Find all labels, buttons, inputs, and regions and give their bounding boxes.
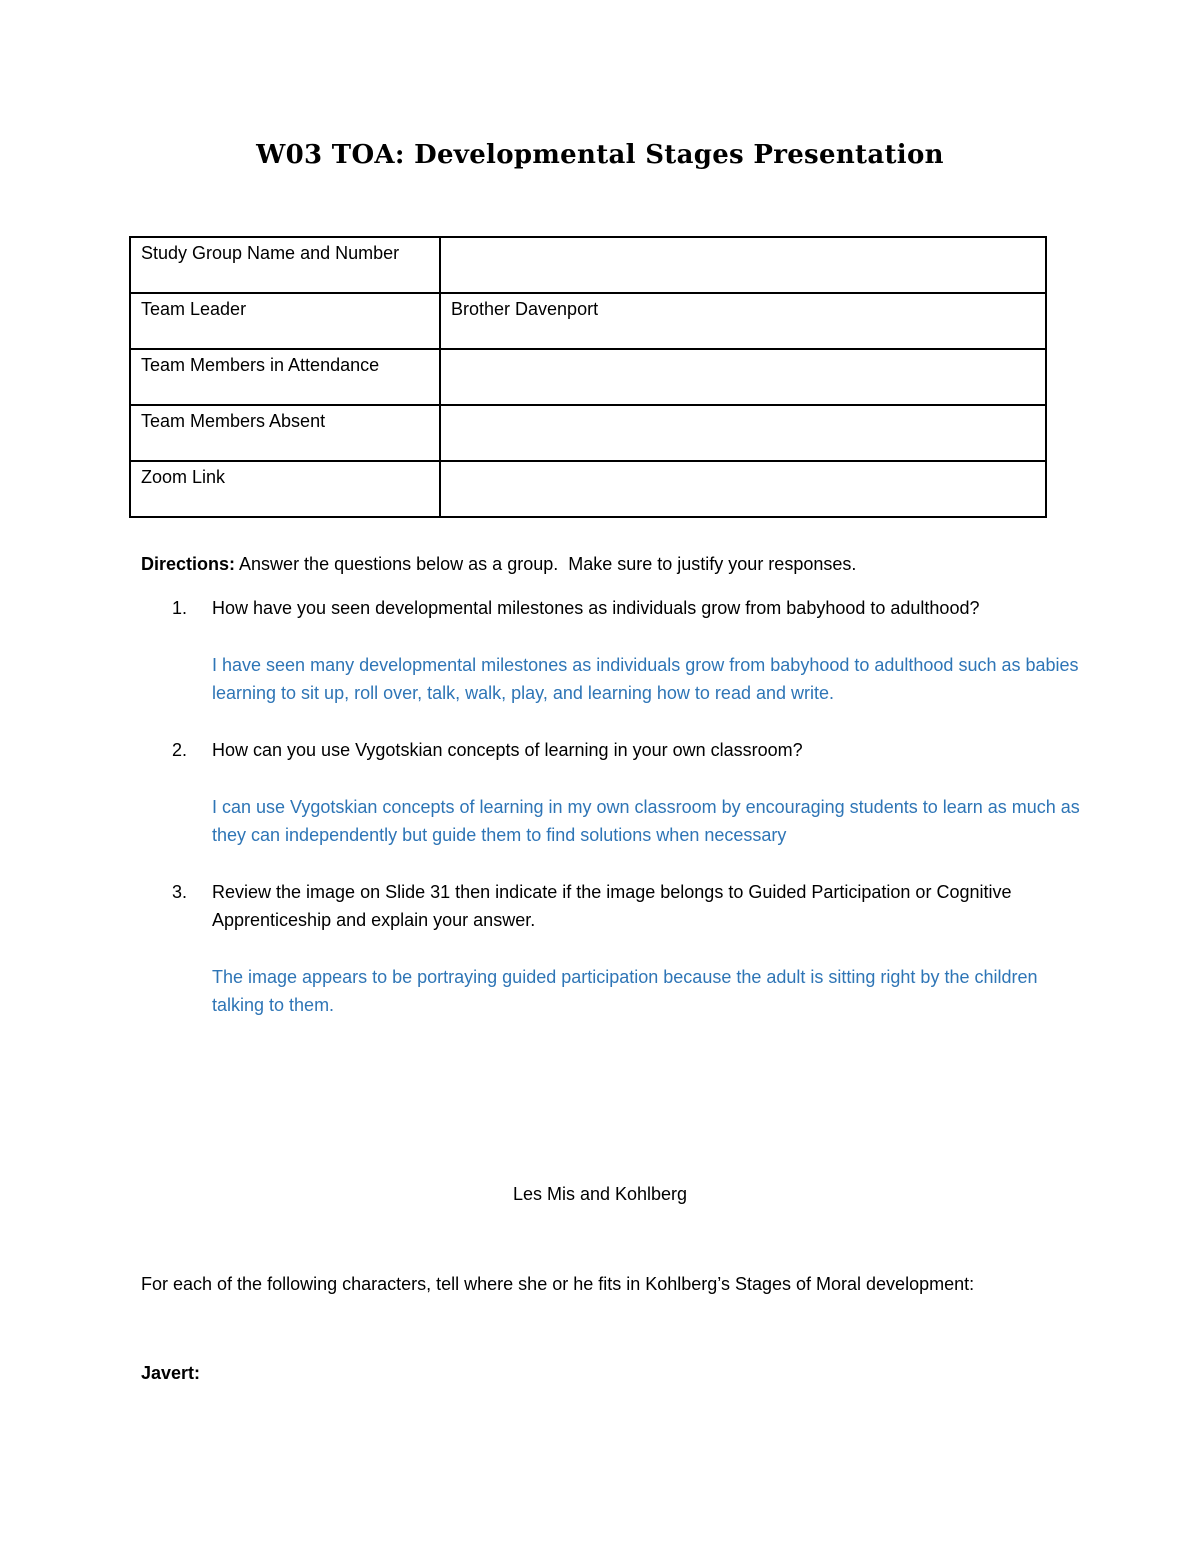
row-label-members-attendance: Team Members in Attendance	[130, 349, 440, 405]
row-value-team-leader[interactable]: Brother Davenport	[440, 293, 1046, 349]
table-row	[130, 405, 1046, 461]
table-row	[130, 293, 1046, 349]
row-label-study-group: Study Group Name and Number	[130, 237, 440, 293]
row-label-team-leader: Team Leader	[130, 293, 440, 349]
row-value-members-absent[interactable]	[440, 405, 1046, 461]
row-label-zoom-link: Zoom Link	[130, 461, 440, 517]
kohlberg-instruction: For each of the following characters, tell where she or he fits in Kohlberg’s Stages of Moral development:	[141, 1274, 975, 1294]
row-value-zoom-link[interactable]	[440, 461, 1046, 517]
answer-1-text: I have seen many developmental milestones as individuals grow from babyhood to adulthood such as babies learning to sit up, roll over, talk, walk, play, and learning how to read and write.	[212, 655, 1079, 703]
question-2-text: How can you use Vygotskian concepts of learning in your own classroom?	[212, 740, 803, 760]
table-row	[130, 349, 1046, 405]
table-row	[130, 237, 1046, 293]
directions-label: Directions:	[141, 554, 236, 574]
question-1-number: 1.	[172, 598, 188, 618]
page-title: W03 TOA: Developmental Stages Presentation	[256, 140, 944, 170]
question-2-number: 2.	[172, 740, 188, 760]
group-info-table	[129, 236, 1047, 518]
directions-text: Answer the questions below as a group. Make sure to justify your responses.	[235, 554, 857, 574]
section-heading-les-mis: Les Mis and Kohlberg	[512, 1184, 688, 1204]
directions	[141, 550, 1141, 578]
question-3-text: Review the image on Slide 31 then indicate if the image belongs to Guided Participation or Cognitive Apprenticeship and explain your answer.	[212, 882, 1012, 930]
row-value-members-attendance[interactable]	[440, 349, 1046, 405]
question-3-number: 3.	[172, 882, 188, 902]
row-label-members-absent: Team Members Absent	[130, 405, 440, 461]
question-1-text: How have you seen developmental milestones as individuals grow from babyhood to adulthood?	[212, 598, 980, 618]
row-value-study-group[interactable]	[440, 237, 1046, 293]
character-label-javert: Javert:	[141, 1363, 201, 1383]
table-row	[130, 461, 1046, 517]
answer-3-text: The image appears to be portraying guided participation because the adult is sitting right by the children talking to them.	[212, 967, 1038, 1015]
answer-2-text: I can use Vygotskian concepts of learning in my own classroom by encouraging students to learn as much as they can independently but guide them to find solutions when necessary	[212, 797, 1080, 845]
